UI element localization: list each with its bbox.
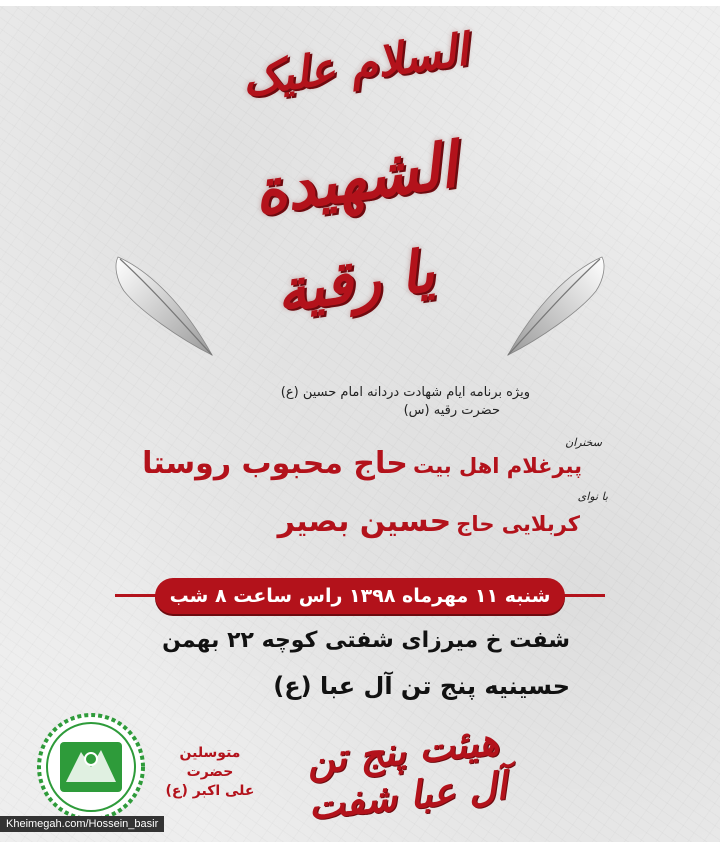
hazrat-line: حضرت — [186, 764, 234, 780]
mutavasselin-line: متوسلین — [179, 745, 241, 761]
speaker-title: پیرغلام اهل بیت — [412, 454, 582, 478]
calligraphy-shahideh: الشهیدة — [249, 128, 461, 229]
banner-wing-left — [115, 594, 160, 597]
program-line-2: حضرت رقیه (س) — [403, 403, 500, 418]
reciter-title: کربلایی حاج — [456, 512, 580, 536]
address-street: شفت خ میرزای شفتی کوچه ۲۲ بهمن — [162, 628, 570, 653]
feather-icon — [500, 251, 610, 361]
reciter-label: با نوای — [577, 490, 608, 503]
heyat-calligraphy: هیئت پنج تن آل عبا شفت — [304, 718, 509, 829]
speaker-line — [142, 446, 582, 481]
feather-icon — [110, 251, 220, 361]
speaker-label: سخنران — [565, 436, 602, 449]
ali-akbar-line: علی اکبر (ع) — [165, 783, 255, 799]
date-time-banner: شنبه ۱۱ مهرماه ۱۳۹۸ راس ساعت ۸ شب — [155, 578, 565, 614]
title-calligraphy — [165, 24, 545, 372]
heyat-seal-logo — [36, 712, 146, 822]
speaker-name: حاج محبوب روستا — [142, 446, 408, 481]
calligraphy-salam: السلام علیک — [238, 24, 472, 107]
address-venue: حسینیه پنج تن آل عبا (ع) — [273, 672, 570, 700]
reciter-name: حسین بصیر — [277, 504, 452, 539]
program-description — [190, 384, 530, 420]
reciter-line — [278, 504, 580, 539]
watermark: Kheimegah.com/Hossein_basir — [0, 816, 164, 832]
poster — [0, 6, 720, 842]
program-line-1: ویژه برنامه ایام شهادت دردانه امام حسین (ع) — [280, 385, 530, 400]
banner-wing-right — [560, 594, 605, 597]
mutavasselin-text — [150, 744, 270, 801]
calligraphy-roqayyeh: یا رقیة — [271, 236, 439, 326]
